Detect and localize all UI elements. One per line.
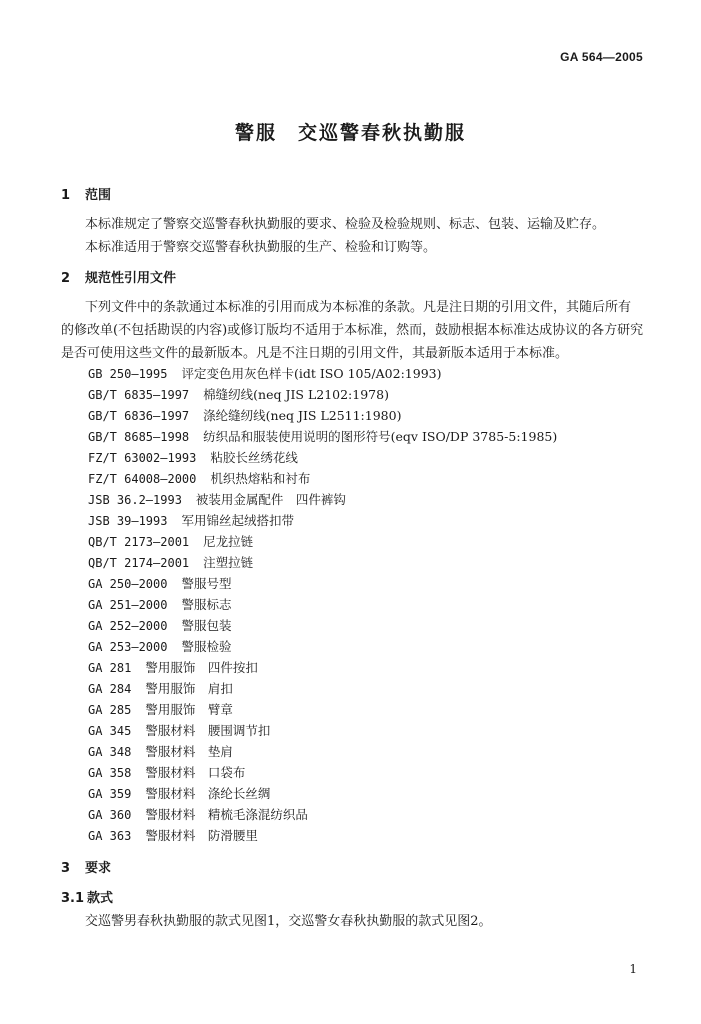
section-2-heading — [61, 267, 176, 286]
reference-item — [88, 406, 401, 424]
reference-code: GA 359 — [88, 787, 132, 801]
reference-item — [88, 679, 233, 697]
page-number: 1 — [629, 962, 637, 976]
reference-title: 警服标志 — [181, 597, 232, 612]
reference-title: 尼龙拉链 — [203, 534, 254, 549]
reference-title: 注塑拉链 — [203, 555, 254, 570]
reference-title: 警服材料 口袋布 — [145, 765, 246, 780]
reference-title: 评定变色用灰色样卡(idt ISO 105/A02:1993) — [181, 366, 442, 381]
reference-code: GA 348 — [88, 745, 132, 759]
paragraph: 本标准适用于警察交巡警春秋执勤服的生产、检验和订购等。 — [85, 240, 437, 255]
reference-code: QB/T 2174—2001 — [88, 556, 190, 570]
reference-title: 警服材料 防滑腰里 — [145, 828, 258, 843]
reference-item — [88, 511, 294, 529]
standard-code: GA 564—2005 — [560, 50, 643, 64]
reference-code: GB/T 8685—1998 — [88, 430, 190, 444]
reference-code: GB 250—1995 — [88, 367, 168, 381]
reference-item — [88, 763, 245, 781]
reference-item — [88, 658, 258, 676]
reference-item — [88, 805, 308, 823]
reference-item — [88, 574, 232, 592]
reference-title: 粘胶长丝绣花线 — [210, 450, 298, 465]
section-3-1-heading — [61, 887, 113, 906]
reference-title: 警服材料 垫肩 — [145, 744, 233, 759]
reference-code: GA 251—2000 — [88, 598, 168, 612]
reference-title: 棉缝纫线(neq JIS L2102:1978) — [203, 387, 389, 402]
reference-item — [88, 784, 270, 802]
reference-item — [88, 721, 270, 739]
reference-title: 警服包装 — [181, 618, 232, 633]
reference-code: GB/T 6836—1997 — [88, 409, 190, 423]
reference-item — [88, 490, 346, 508]
document-title: 警服 交巡警春秋执勤服 — [234, 122, 466, 144]
reference-title: 被装用金属配件 四件裤钩 — [195, 492, 346, 507]
reference-item — [88, 826, 258, 844]
reference-code: JSB 39—1993 — [88, 514, 168, 528]
reference-code: GB/T 6835—1997 — [88, 388, 190, 402]
reference-code: GA 345 — [88, 724, 132, 738]
reference-title: 警用服饰 臂章 — [145, 702, 233, 717]
reference-item — [88, 427, 557, 445]
section-title: 款式 — [87, 891, 114, 906]
reference-item — [88, 595, 232, 613]
section-title: 要求 — [85, 861, 112, 876]
paragraph: 下列文件中的条款通过本标准的引用而成为本标准的条款。凡是注日期的引用文件，其随后所有 — [85, 300, 632, 315]
paragraph: 本标准规定了警察交巡警春秋执勤服的要求、检验及检验规则、标志、包装、运输及贮存。 — [85, 217, 606, 232]
section-title: 范围 — [85, 188, 112, 203]
reference-title: 机织热熔粘和衬布 — [210, 471, 311, 486]
paragraph: 交巡警男春秋执勤服的款式见图1，交巡警女春秋执勤服的款式见图2。 — [85, 914, 492, 929]
reference-title: 警服检验 — [181, 639, 232, 654]
reference-item — [88, 532, 253, 550]
section-number: 3.1 — [61, 891, 85, 906]
paragraph: 是否可使用这些文件的最新版本。凡是不注日期的引用文件，其最新版本适用于本标准。 — [61, 346, 569, 361]
reference-code: JSB 36.2—1993 — [88, 493, 182, 507]
reference-item — [88, 364, 441, 382]
reference-code: GA 284 — [88, 682, 132, 696]
reference-code: GA 360 — [88, 808, 132, 822]
section-number: 2 — [61, 271, 71, 286]
reference-title: 警服材料 涤纶长丝绸 — [145, 786, 271, 801]
reference-item — [88, 616, 232, 634]
section-3-heading — [61, 857, 111, 876]
reference-title: 军用锦丝起绒搭扣带 — [181, 513, 294, 528]
section-number: 3 — [61, 861, 71, 876]
section-number: 1 — [61, 188, 71, 203]
reference-code: GA 285 — [88, 703, 132, 717]
reference-item — [88, 469, 310, 487]
reference-title: 涤纶缝纫线(neq JIS L2511:1980) — [203, 408, 402, 423]
reference-title: 警服号型 — [181, 576, 232, 591]
reference-code: GA 253—2000 — [88, 640, 168, 654]
reference-item — [88, 742, 233, 760]
section-1-heading — [61, 184, 111, 203]
reference-title: 警用服饰 肩扣 — [145, 681, 233, 696]
reference-title: 纺织品和服装使用说明的图形符号(eqv ISO/DP 3785-5:1985) — [203, 429, 558, 444]
reference-code: GA 363 — [88, 829, 132, 843]
reference-code: FZ/T 63002—1993 — [88, 451, 197, 465]
reference-code: GA 252—2000 — [88, 619, 168, 633]
reference-item — [88, 637, 232, 655]
reference-title: 警用服饰 四件按扣 — [145, 660, 258, 675]
reference-code: FZ/T 64008—2000 — [88, 472, 197, 486]
reference-title: 警服材料 腰围调节扣 — [145, 723, 271, 738]
reference-item — [88, 700, 233, 718]
reference-code: GA 281 — [88, 661, 132, 675]
reference-item — [88, 553, 253, 571]
reference-item — [88, 385, 389, 403]
reference-code: GA 250—2000 — [88, 577, 168, 591]
paragraph: 的修改单(不包括勘误的内容)或修订版均不适用于本标准，然而，鼓励根据本标准达成协议的各方研究 — [61, 323, 644, 338]
section-title: 规范性引用文件 — [85, 271, 177, 286]
reference-code: GA 358 — [88, 766, 132, 780]
reference-title: 警服材料 精梳毛涤混纺织品 — [145, 807, 308, 822]
reference-code: QB/T 2173—2001 — [88, 535, 190, 549]
reference-item — [88, 448, 298, 466]
